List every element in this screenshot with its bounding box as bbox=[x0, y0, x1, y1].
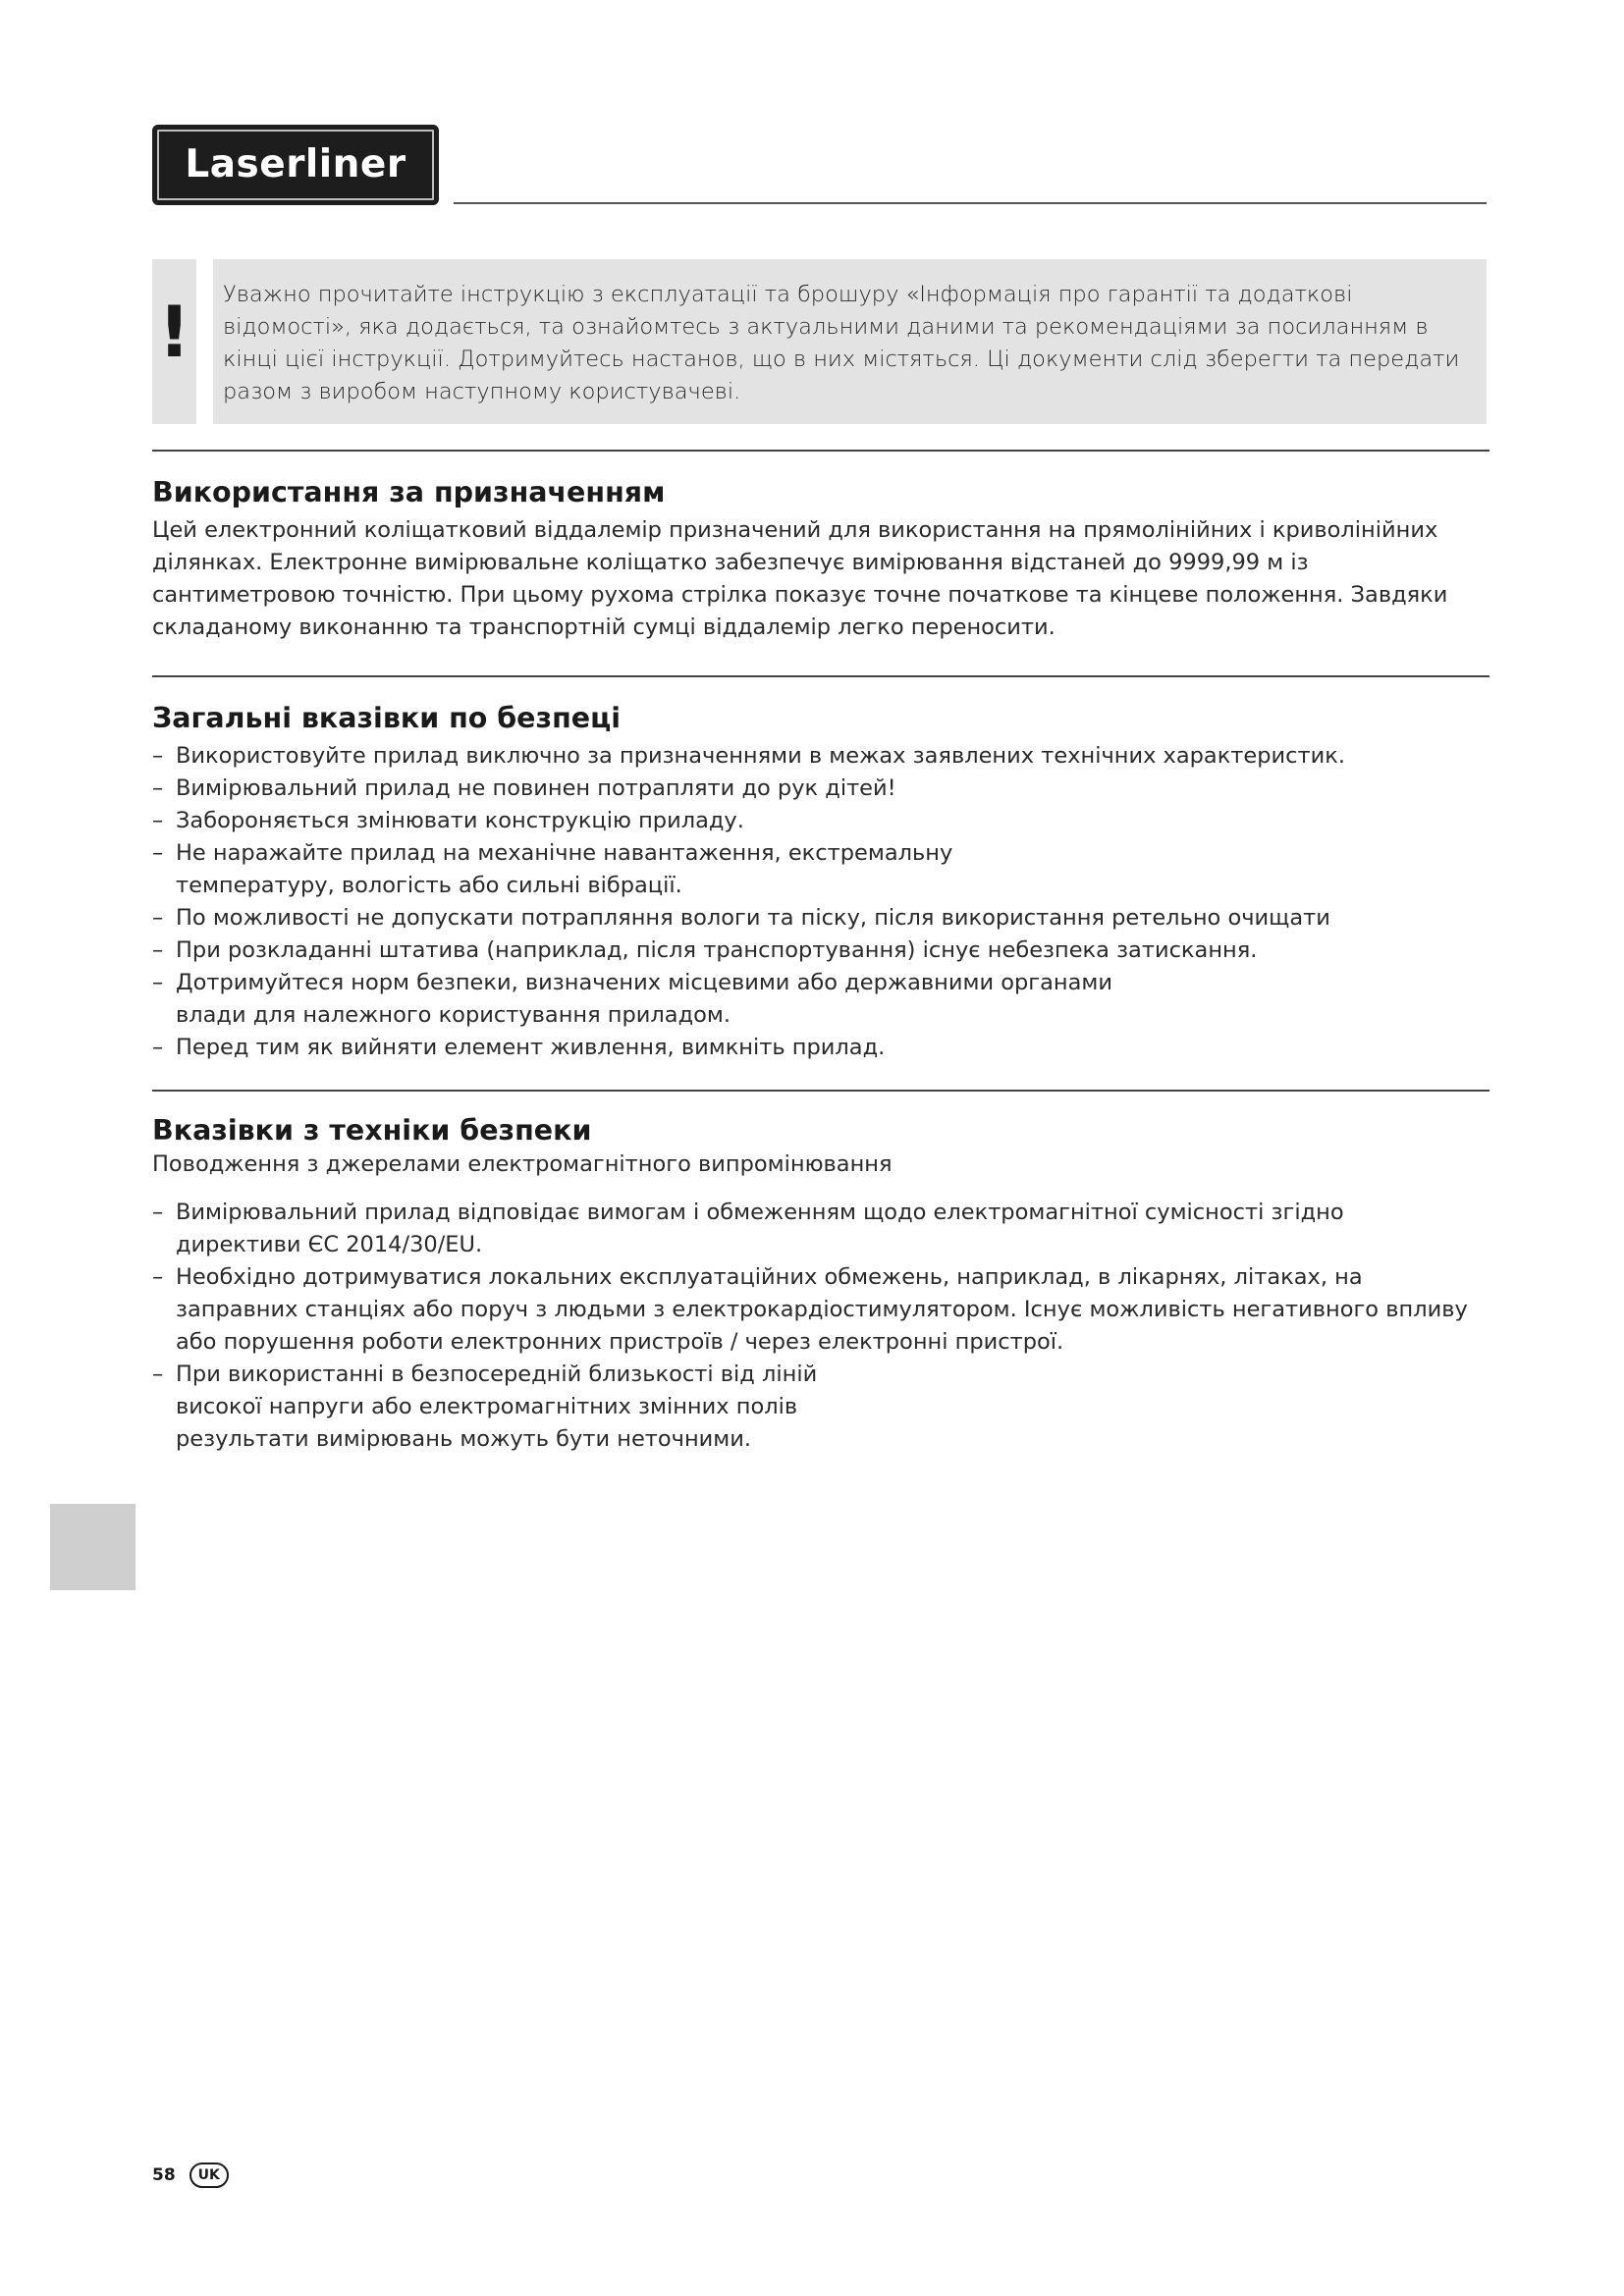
list-dash: – bbox=[152, 905, 164, 931]
list-item bbox=[152, 837, 1489, 902]
language-badge: UK bbox=[189, 2163, 229, 2188]
list-item-text: Використовуйте прилад виключно за призначеннями в межах заявлених технічних характеристик. bbox=[176, 743, 1346, 769]
logo-text: Laserliner bbox=[185, 142, 406, 187]
list-item bbox=[152, 1261, 1489, 1359]
section-body: Цей електронний коліщатковий віддалемір призначений для використання на прямолінійних і криволінійних ділянках. Електронне вимірювальне коліщатко забезпечує вимірювання відстаней до 9999,99 м із сантиметровою точністю. При цьому рухома стрілка показує точне початкове та кінцеве положення. Завдяки складаному виконанню та транспортній сумці віддалемір легко переносити. bbox=[152, 517, 1448, 640]
list-item-text: Вимірювальний прилад відповідає вимогам і обмеженням щодо електромагнітної сумісності згідно директиви ЄС 2014/30/EU. bbox=[176, 1200, 1344, 1257]
list-item bbox=[152, 902, 1489, 934]
list-item bbox=[152, 967, 1489, 1032]
list-item-text: Вимірювальний прилад не повинен потрапляти до рук дітей! bbox=[176, 775, 896, 801]
section-safety-instructions bbox=[152, 1090, 1489, 1456]
list-item-text: Дотримуйтеся норм безпеки, визначених місцевими або державними органами влади для належного користування приладом. bbox=[176, 970, 1112, 1028]
page-footer bbox=[152, 2162, 229, 2189]
list-dash: – bbox=[152, 1264, 164, 1290]
list-item-text: При використанні в безпосередній близькості від ліній високої напруги або електромагнітних змінних полів результати вимірювань можуть бути неточними. bbox=[176, 1362, 818, 1452]
list-item bbox=[152, 934, 1489, 967]
list-dash: – bbox=[152, 970, 164, 995]
general-safety-list bbox=[152, 740, 1489, 1064]
list-dash: – bbox=[152, 937, 164, 963]
notice-text: Уважно прочитайте інструкцію з експлуатації та брошуру «Інформація про гарантії та додаткові відомості», яка додається, та ознайомтесь з актуальними даними та рекомендаціями за посиланням в кінці цієї інструкції. Дотримуйтесь настанов, що в них містяться. Ці документи слід зберегти та передати разом з виробом наступному користувачеві. bbox=[223, 282, 1460, 404]
list-item bbox=[152, 1359, 1489, 1456]
list-dash: – bbox=[152, 840, 164, 866]
section-title: Вказівки з техніки безпеки bbox=[152, 1114, 592, 1147]
list-dash: – bbox=[152, 1200, 164, 1225]
list-dash: – bbox=[152, 743, 164, 769]
list-item-text: При розкладанні штатива (наприклад, після транспортування) існує небезпека затискання. bbox=[176, 937, 1258, 963]
section-subtitle: Поводження з джерелами електромагнітного випромінювання bbox=[152, 1151, 893, 1177]
list-item bbox=[152, 740, 1489, 773]
list-item bbox=[152, 1197, 1489, 1261]
section-title: Використання за призначенням bbox=[152, 476, 666, 508]
laserliner-logo bbox=[152, 125, 439, 205]
section-general-safety bbox=[152, 675, 1489, 1064]
list-item-text: Забороняється змінювати конструкцію приладу. bbox=[176, 808, 744, 833]
section-divider bbox=[152, 1090, 1489, 1092]
exclamation-icon: ! bbox=[158, 291, 190, 373]
list-item bbox=[152, 805, 1489, 837]
list-item-text: Перед тим як вийняти елемент живлення, вимкніть прилад. bbox=[176, 1035, 886, 1060]
section-divider bbox=[152, 450, 1489, 452]
list-dash: – bbox=[152, 1362, 164, 1387]
list-item-text: Необхідно дотримуватися локальних експлуатаційних обмежень, наприклад, в лікарнях, літаках, на заправних станціях або поруч з людьми з електрокардіостимулятором. Існує можливість негативного впливу або порушення роботи електронних пристроїв / через електронні пристрої. bbox=[176, 1264, 1468, 1355]
notice-box bbox=[213, 259, 1487, 424]
list-item-text: По можливості не допускати потрапляння вологи та піску, після використання ретельно очищати bbox=[176, 905, 1330, 931]
section-intended-use bbox=[152, 450, 1489, 644]
list-dash: – bbox=[152, 808, 164, 833]
list-item bbox=[152, 773, 1489, 805]
section-divider bbox=[152, 675, 1489, 677]
safety-instructions-list bbox=[152, 1197, 1489, 1456]
notice-icon-panel bbox=[152, 259, 196, 424]
list-dash: – bbox=[152, 775, 164, 801]
section-title: Загальні вказівки по безпеці bbox=[152, 702, 621, 734]
header-rule bbox=[454, 202, 1487, 204]
list-item-text: Не наражайте прилад на механічне навантаження, екстремальну температуру, вологість або сильні вібрації. bbox=[176, 840, 953, 898]
list-dash: – bbox=[152, 1035, 164, 1060]
page-number: 58 bbox=[152, 2165, 176, 2185]
list-item bbox=[152, 1032, 1489, 1064]
side-tab-marker bbox=[50, 1504, 135, 1590]
